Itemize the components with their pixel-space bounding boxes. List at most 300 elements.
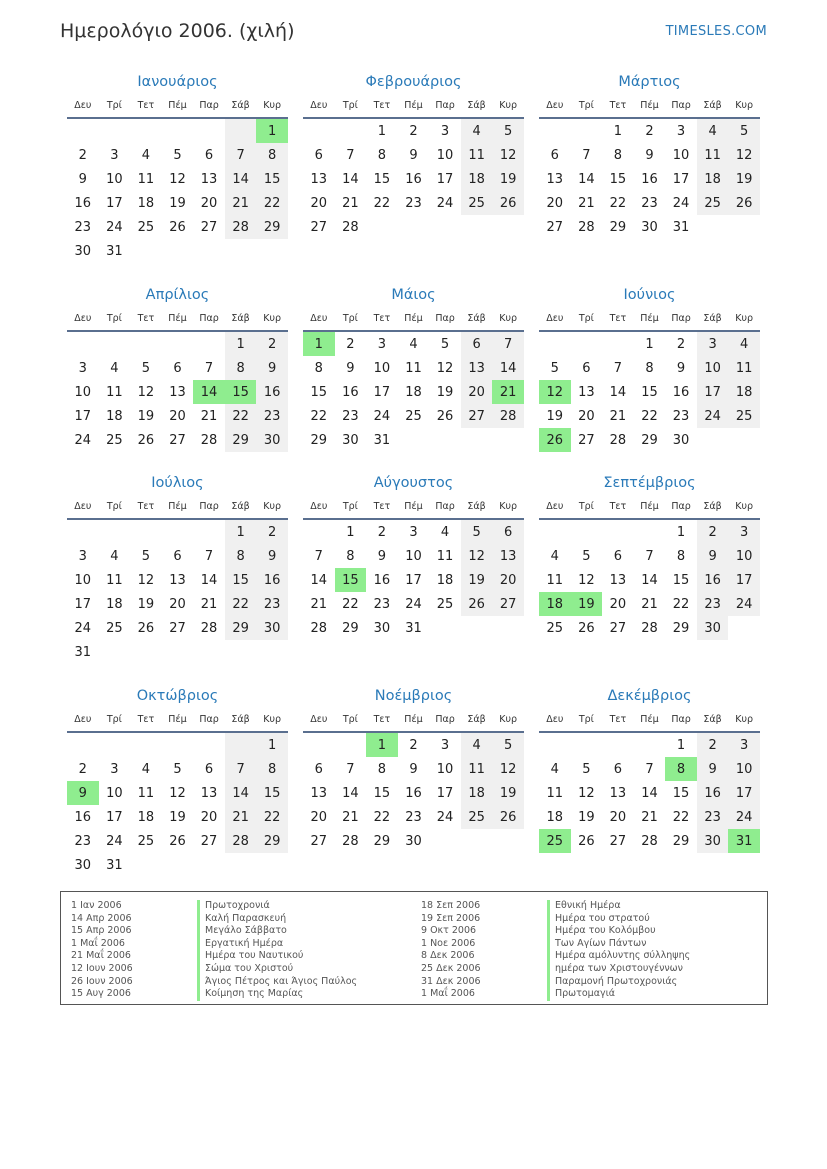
empty-cell xyxy=(193,239,225,263)
day-cell: 21 xyxy=(200,596,218,612)
day-cell: 28 xyxy=(200,620,218,636)
empty-cell xyxy=(99,519,131,544)
day-cell: 2 xyxy=(78,761,87,777)
empty-cell xyxy=(492,215,524,239)
empty-cell xyxy=(634,732,666,757)
day-cell: 24 xyxy=(373,408,391,424)
empty-cell xyxy=(571,118,603,143)
day-cell: 25 xyxy=(137,833,155,849)
day-cell: 17 xyxy=(436,171,454,187)
day-cell: 17 xyxy=(74,596,92,612)
day-cell: 7 xyxy=(204,360,214,376)
weekday-header: Κυρ xyxy=(492,94,524,118)
day-cell: 9 xyxy=(409,761,418,777)
weekday-header: Σάβ xyxy=(225,495,257,519)
empty-cell xyxy=(225,853,257,877)
day-cell: 18 xyxy=(539,592,571,616)
day-cell: 2 xyxy=(377,524,387,540)
month-calendar xyxy=(303,285,524,452)
day-cell: 13 xyxy=(200,171,218,187)
legend-holiday-name: Ημέρα του στρατού xyxy=(547,913,690,926)
day-cell: 4 xyxy=(461,732,493,757)
day-cell: 27 xyxy=(200,219,218,235)
day-cell: 2 xyxy=(256,331,288,356)
day-cell: 29 xyxy=(225,428,257,452)
day-cell: 1 xyxy=(645,336,654,352)
day-cell: 12 xyxy=(169,785,186,801)
day-cell: 31 xyxy=(405,620,422,636)
day-cell: 14 xyxy=(310,572,328,588)
day-cell: 10 xyxy=(436,761,454,777)
month-calendar xyxy=(539,285,760,452)
day-cell: 21 xyxy=(492,380,524,404)
day-cell: 19 xyxy=(436,384,454,400)
day-cell: 16 xyxy=(672,384,690,400)
day-cell: 24 xyxy=(74,620,92,636)
day-cell: 17 xyxy=(697,380,729,404)
day-cell: 4 xyxy=(550,761,559,777)
day-cell: 16 xyxy=(405,785,422,801)
day-cell: 7 xyxy=(346,761,355,777)
day-cell: 18 xyxy=(137,809,155,825)
day-cell: 9 xyxy=(409,147,418,163)
weekday-header: Δευ xyxy=(67,307,99,331)
legend-holiday-name: Πρωτοχρονιά xyxy=(197,900,357,913)
day-cell: 27 xyxy=(200,833,218,849)
day-cell: 14 xyxy=(578,171,595,187)
day-cell: 17 xyxy=(672,171,690,187)
day-cell: 25 xyxy=(697,191,729,215)
day-cell: 25 xyxy=(405,408,422,424)
empty-cell xyxy=(429,829,461,853)
day-cell: 19 xyxy=(546,408,564,424)
day-cell: 11 xyxy=(546,785,564,801)
weekday-header: Παρ xyxy=(193,94,225,118)
day-cell: 14 xyxy=(609,384,627,400)
day-cell: 23 xyxy=(697,805,729,829)
day-cell: 23 xyxy=(74,219,92,235)
day-cell: 7 xyxy=(314,548,323,564)
day-cell: 23 xyxy=(342,408,359,424)
empty-cell xyxy=(225,239,257,263)
day-cell: 12 xyxy=(578,785,595,801)
day-cell: 11 xyxy=(697,143,729,167)
empty-cell xyxy=(67,118,99,143)
legend-date: 31 Δεκ 2006 xyxy=(421,975,481,987)
weekday-header: Παρ xyxy=(193,708,225,732)
day-cell: 21 xyxy=(225,191,257,215)
legend-date: 21 Μαΐ 2006 xyxy=(71,950,131,962)
day-cell: 30 xyxy=(697,829,729,853)
weekday-header: Κυρ xyxy=(728,94,760,118)
month-name: Οκτώβριος xyxy=(136,688,219,704)
weekday-header: Δευ xyxy=(539,94,571,118)
weekday-header: Τετ xyxy=(366,94,398,118)
weekday-header: Τετ xyxy=(130,307,162,331)
day-cell: 24 xyxy=(106,219,123,235)
day-cell: 14 xyxy=(225,781,257,805)
day-cell: 1 xyxy=(256,118,288,143)
day-cell: 8 xyxy=(377,761,387,777)
day-cell: 6 xyxy=(613,548,623,564)
day-cell: 3 xyxy=(78,360,87,376)
weekday-header: Παρ xyxy=(429,307,461,331)
weekday-header: Τρί xyxy=(335,307,367,331)
day-cell: 7 xyxy=(613,360,623,376)
empty-cell xyxy=(99,331,131,356)
day-cell: 4 xyxy=(409,336,418,352)
day-cell: 24 xyxy=(728,805,760,829)
day-cell: 9 xyxy=(67,781,99,805)
day-cell: 14 xyxy=(641,785,658,801)
day-cell: 29 xyxy=(641,432,658,448)
legend-holiday-name: Μεγάλο Σάββατο xyxy=(197,925,357,938)
day-cell: 6 xyxy=(314,761,323,777)
day-cell: 31 xyxy=(74,644,92,660)
day-cell: 30 xyxy=(405,833,422,849)
empty-cell xyxy=(571,732,603,757)
day-cell: 23 xyxy=(74,833,92,849)
weekday-header: Δευ xyxy=(67,708,99,732)
day-cell: 3 xyxy=(110,147,119,163)
day-cell: 13 xyxy=(169,572,186,588)
weekday-header: Κυρ xyxy=(492,708,524,732)
day-cell: 2 xyxy=(697,519,729,544)
day-cell: 4 xyxy=(697,118,729,143)
day-cell: 12 xyxy=(137,384,155,400)
day-cell: 8 xyxy=(665,757,697,781)
day-cell: 15 xyxy=(225,568,257,592)
legend-holiday-name: Ημέρα του Κολόμβου xyxy=(547,925,690,938)
day-cell: 25 xyxy=(461,805,493,829)
empty-cell xyxy=(728,215,760,239)
day-cell: 23 xyxy=(641,195,658,211)
day-cell: 9 xyxy=(256,356,288,380)
day-cell: 25 xyxy=(728,404,760,428)
weekday-header: Παρ xyxy=(665,708,697,732)
empty-cell xyxy=(728,616,760,640)
day-cell: 15 xyxy=(373,171,391,187)
day-cell: 9 xyxy=(697,757,729,781)
empty-cell xyxy=(256,853,288,877)
day-cell: 18 xyxy=(137,195,155,211)
month-name: Σεπτέμβριος xyxy=(603,475,696,491)
day-cell: 19 xyxy=(461,568,493,592)
day-cell: 10 xyxy=(106,785,123,801)
legend-date: 1 Μαΐ 2006 xyxy=(71,937,125,949)
day-cell: 16 xyxy=(373,572,391,588)
empty-cell xyxy=(492,616,524,640)
day-cell: 8 xyxy=(314,360,323,376)
day-cell: 7 xyxy=(645,548,654,564)
day-cell: 13 xyxy=(169,384,186,400)
day-cell: 7 xyxy=(225,143,257,167)
empty-cell xyxy=(602,331,634,356)
day-cell: 30 xyxy=(342,432,359,448)
empty-cell xyxy=(193,640,225,664)
day-cell: 7 xyxy=(492,331,524,356)
day-cell: 1 xyxy=(676,524,686,540)
day-cell: 12 xyxy=(436,360,454,376)
day-cell: 22 xyxy=(256,805,288,829)
weekday-header: Τρί xyxy=(99,307,131,331)
weekday-header: Πέμ xyxy=(634,495,666,519)
day-cell: 11 xyxy=(106,572,123,588)
day-cell: 13 xyxy=(310,785,328,801)
page-title: Ημερολόγιο 2006. (χιλή) xyxy=(60,20,295,42)
day-cell: 15 xyxy=(672,785,690,801)
day-cell: 31 xyxy=(106,857,123,873)
weekday-header: Πέμ xyxy=(162,708,194,732)
day-cell: 27 xyxy=(609,620,627,636)
day-cell: 4 xyxy=(440,524,450,540)
legend-holiday-name: Καλή Παρασκευή xyxy=(197,913,357,926)
day-cell: 20 xyxy=(546,195,564,211)
weekday-header: Παρ xyxy=(193,307,225,331)
day-cell: 16 xyxy=(405,171,422,187)
day-cell: 10 xyxy=(74,384,92,400)
day-cell: 5 xyxy=(461,519,493,544)
weekday-header: Τρί xyxy=(335,495,367,519)
day-cell: 26 xyxy=(578,833,595,849)
weekday-header: Παρ xyxy=(665,495,697,519)
day-cell: 14 xyxy=(342,785,359,801)
day-cell: 2 xyxy=(409,737,418,753)
day-cell: 24 xyxy=(405,596,422,612)
weekday-header: Τετ xyxy=(366,307,398,331)
day-cell: 20 xyxy=(461,380,493,404)
day-cell: 29 xyxy=(672,833,690,849)
day-cell: 17 xyxy=(405,572,422,588)
day-cell: 31 xyxy=(373,432,391,448)
legend-date: 15 Απρ 2006 xyxy=(71,925,132,937)
day-cell: 23 xyxy=(256,404,288,428)
month-name: Μάιος xyxy=(391,287,436,303)
weekday-header: Τρί xyxy=(335,708,367,732)
weekday-header: Τρί xyxy=(571,708,603,732)
month-name: Μάρτιος xyxy=(618,74,681,90)
day-cell: 14 xyxy=(225,167,257,191)
day-cell: 22 xyxy=(672,809,690,825)
day-cell: 17 xyxy=(728,568,760,592)
day-cell: 26 xyxy=(492,191,524,215)
day-cell: 5 xyxy=(550,360,559,376)
weekday-header: Πέμ xyxy=(162,94,194,118)
empty-cell xyxy=(130,331,162,356)
empty-cell xyxy=(634,519,666,544)
day-cell: 6 xyxy=(461,331,493,356)
day-cell: 13 xyxy=(609,785,627,801)
day-cell: 28 xyxy=(342,219,359,235)
day-cell: 25 xyxy=(461,191,493,215)
day-cell: 24 xyxy=(697,404,729,428)
empty-cell xyxy=(697,215,729,239)
day-cell: 3 xyxy=(110,761,119,777)
day-cell: 23 xyxy=(672,408,690,424)
day-cell: 27 xyxy=(169,432,186,448)
day-cell: 24 xyxy=(728,592,760,616)
day-cell: 29 xyxy=(256,215,288,239)
day-cell: 12 xyxy=(137,572,155,588)
day-cell: 11 xyxy=(137,171,155,187)
weekday-header: Πέμ xyxy=(398,94,430,118)
day-cell: 16 xyxy=(342,384,359,400)
day-cell: 22 xyxy=(373,195,391,211)
day-cell: 16 xyxy=(74,195,92,211)
empty-cell xyxy=(193,331,225,356)
day-cell: 1 xyxy=(303,331,335,356)
empty-cell xyxy=(571,519,603,544)
day-cell: 1 xyxy=(366,732,398,757)
day-cell: 8 xyxy=(645,360,654,376)
legend-holiday-name: Άγιος Πέτρος και Άγιος Παύλος xyxy=(197,976,357,989)
day-cell: 20 xyxy=(609,809,627,825)
weekday-header: Τετ xyxy=(602,495,634,519)
empty-cell xyxy=(335,118,367,143)
empty-cell xyxy=(335,732,367,757)
day-cell: 22 xyxy=(373,809,391,825)
weekday-header: Παρ xyxy=(429,94,461,118)
empty-cell xyxy=(162,732,194,757)
empty-cell xyxy=(193,732,225,757)
day-cell: 30 xyxy=(74,243,92,259)
weekday-header: Πέμ xyxy=(634,708,666,732)
day-cell: 25 xyxy=(106,432,123,448)
legend-date: 14 Απρ 2006 xyxy=(71,912,132,924)
day-cell: 11 xyxy=(405,360,422,376)
day-cell: 27 xyxy=(310,833,328,849)
day-cell: 12 xyxy=(461,544,493,568)
month-calendar xyxy=(67,686,288,877)
day-cell: 12 xyxy=(728,143,760,167)
legend-holiday-name: Ημέρα αμόλυντης σύλληψης xyxy=(547,950,690,963)
day-cell: 5 xyxy=(582,761,591,777)
day-cell: 10 xyxy=(672,147,690,163)
day-cell: 21 xyxy=(641,596,658,612)
day-cell: 22 xyxy=(225,592,257,616)
day-cell: 23 xyxy=(697,592,729,616)
day-cell: 5 xyxy=(440,336,450,352)
day-cell: 16 xyxy=(697,568,729,592)
day-cell: 8 xyxy=(225,544,257,568)
day-cell: 19 xyxy=(571,592,603,616)
legend-holiday-name: Εθνική Ημέρα xyxy=(547,900,690,913)
weekday-header: Τετ xyxy=(602,307,634,331)
empty-cell xyxy=(256,640,288,664)
day-cell: 5 xyxy=(728,118,760,143)
day-cell: 15 xyxy=(609,171,627,187)
weekday-header: Δευ xyxy=(67,495,99,519)
day-cell: 18 xyxy=(546,809,564,825)
day-cell: 4 xyxy=(550,548,559,564)
day-cell: 1 xyxy=(256,732,288,757)
legend-holiday-name: Παραμονή Πρωτοχρονιάς xyxy=(547,976,690,989)
day-cell: 9 xyxy=(676,360,686,376)
day-cell: 22 xyxy=(609,195,627,211)
weekday-header: Δευ xyxy=(303,94,335,118)
day-cell: 30 xyxy=(256,428,288,452)
day-cell: 17 xyxy=(436,785,454,801)
weekday-header: Σάβ xyxy=(697,708,729,732)
day-cell: 3 xyxy=(728,732,760,757)
day-cell: 20 xyxy=(609,596,627,612)
day-cell: 2 xyxy=(78,147,87,163)
weekday-header: Κυρ xyxy=(492,495,524,519)
weekday-header: Τρί xyxy=(571,94,603,118)
day-cell: 1 xyxy=(676,737,686,753)
day-cell: 17 xyxy=(74,408,92,424)
day-cell: 13 xyxy=(578,384,595,400)
legend-date: 1 Ιαν 2006 xyxy=(71,900,122,911)
legend-date: 12 Ιουν 2006 xyxy=(71,962,133,974)
weekday-header: Παρ xyxy=(193,495,225,519)
empty-cell xyxy=(225,118,257,143)
day-cell: 15 xyxy=(225,380,257,404)
day-cell: 24 xyxy=(672,195,690,211)
day-cell: 18 xyxy=(461,781,493,805)
weekday-header: Πέμ xyxy=(398,708,430,732)
month-name: Νοέμβριος xyxy=(374,688,453,704)
day-cell: 29 xyxy=(672,620,690,636)
day-cell: 7 xyxy=(204,548,214,564)
day-cell: 5 xyxy=(582,548,591,564)
day-cell: 1 xyxy=(377,123,387,139)
day-cell: 16 xyxy=(256,568,288,592)
legend-date: 26 Ιουν 2006 xyxy=(71,975,133,987)
day-cell: 29 xyxy=(342,620,359,636)
day-cell: 6 xyxy=(204,761,214,777)
day-cell: 29 xyxy=(373,833,391,849)
empty-cell xyxy=(130,640,162,664)
day-cell: 22 xyxy=(641,408,658,424)
empty-cell xyxy=(162,853,194,877)
day-cell: 20 xyxy=(200,195,218,211)
day-cell: 9 xyxy=(645,147,654,163)
day-cell: 28 xyxy=(492,404,524,428)
month-name: Αύγουστος xyxy=(373,475,454,491)
empty-cell xyxy=(162,118,194,143)
weekday-header: Σάβ xyxy=(225,307,257,331)
weekday-header: Σάβ xyxy=(225,708,257,732)
day-cell: 28 xyxy=(609,432,627,448)
day-cell: 8 xyxy=(346,548,355,564)
day-cell: 23 xyxy=(405,195,422,211)
day-cell: 27 xyxy=(492,592,524,616)
day-cell: 31 xyxy=(106,243,123,259)
site-link[interactable]: TIMESLES.COM xyxy=(665,24,767,39)
weekday-header: Τρί xyxy=(571,307,603,331)
empty-cell xyxy=(492,829,524,853)
weekday-header: Σάβ xyxy=(697,94,729,118)
day-cell: 28 xyxy=(225,215,257,239)
day-cell: 29 xyxy=(609,219,627,235)
day-cell: 19 xyxy=(169,195,186,211)
day-cell: 9 xyxy=(377,548,387,564)
day-cell: 27 xyxy=(461,404,493,428)
day-cell: 18 xyxy=(697,167,729,191)
day-cell: 8 xyxy=(225,356,257,380)
day-cell: 26 xyxy=(492,805,524,829)
empty-cell xyxy=(539,519,571,544)
empty-cell xyxy=(130,853,162,877)
weekday-header: Σάβ xyxy=(461,94,493,118)
day-cell: 3 xyxy=(409,524,418,540)
month-calendar xyxy=(303,72,524,239)
month-calendar xyxy=(539,72,760,239)
empty-cell xyxy=(366,215,398,239)
empty-cell xyxy=(67,732,99,757)
day-cell: 27 xyxy=(578,432,595,448)
